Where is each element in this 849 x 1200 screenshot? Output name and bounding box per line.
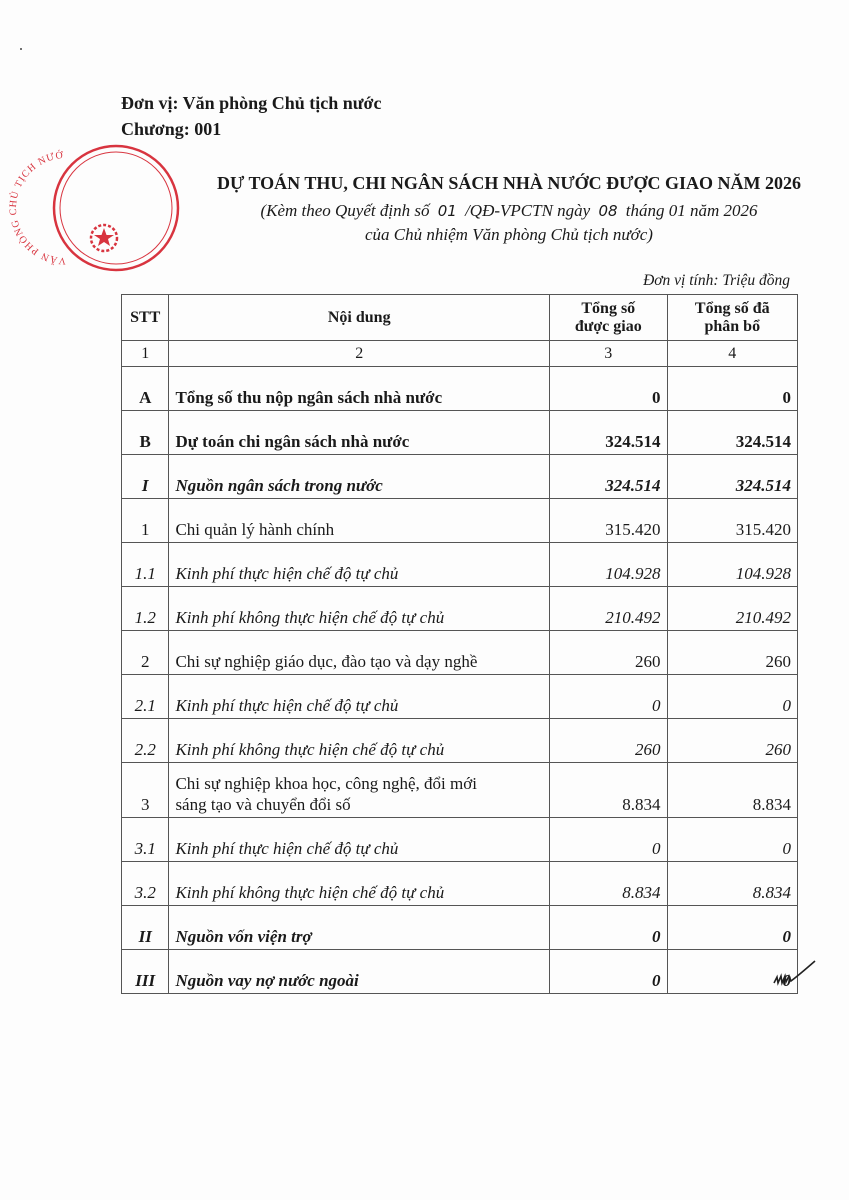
emblem-star-icon xyxy=(94,228,114,246)
stamp-text: VĂN PHÒNG CHỦ TỊCH NƯỚC xyxy=(7,132,67,267)
row-stt: III xyxy=(122,950,169,994)
table-row xyxy=(122,411,798,455)
table-row xyxy=(122,587,798,631)
header-assigned xyxy=(550,295,668,341)
row-assigned: 0 xyxy=(550,950,668,994)
table-row xyxy=(122,455,798,499)
currency-unit: Đơn vị tính: Triệu đồng xyxy=(643,272,790,289)
table-row xyxy=(122,719,798,763)
table-row xyxy=(122,763,798,818)
table-row xyxy=(122,906,798,950)
header-stt: STT xyxy=(122,295,169,341)
row-assigned: 0 xyxy=(550,367,668,411)
column-index: 2 xyxy=(169,341,550,367)
column-index: 1 xyxy=(122,341,169,367)
row-assigned: 0 xyxy=(550,818,668,862)
stamp-inner-ring-icon xyxy=(60,152,172,264)
table-header-row xyxy=(122,295,798,341)
header-assigned-line2: được giao xyxy=(574,317,642,335)
row-stt: II xyxy=(122,906,169,950)
column-index: 4 xyxy=(667,341,797,367)
row-content: Nguồn vay nợ nước ngoài xyxy=(169,950,550,994)
row-assigned: 8.834 xyxy=(550,862,668,906)
budget-table xyxy=(121,294,798,994)
table-row xyxy=(122,862,798,906)
column-index: 3 xyxy=(550,341,668,367)
row-allocated: 210.492 xyxy=(667,587,797,631)
row-content: Kinh phí không thực hiện chế độ tự chủ xyxy=(169,862,550,906)
table-row xyxy=(122,499,798,543)
row-stt: 1.1 xyxy=(122,543,169,587)
row-stt: 3.2 xyxy=(122,862,169,906)
row-content xyxy=(169,763,550,818)
scan-speck xyxy=(20,48,22,50)
subtitle-mid: /QĐ-VPCTN ngày xyxy=(465,201,591,220)
row-allocated: 0 xyxy=(667,367,797,411)
table-row xyxy=(122,818,798,862)
column-index-row xyxy=(122,341,798,367)
row-stt: 2.1 xyxy=(122,675,169,719)
row-content-line2: sáng tạo và chuyển đổi số xyxy=(175,795,351,814)
row-stt: B xyxy=(122,411,169,455)
row-assigned: 260 xyxy=(550,719,668,763)
row-allocated: 8.834 xyxy=(667,862,797,906)
decision-day: 08 xyxy=(598,202,618,220)
office-seal-stamp xyxy=(7,132,210,268)
decision-number: 01 xyxy=(437,202,457,220)
document-subtitle-line1 xyxy=(214,200,804,222)
row-assigned: 210.492 xyxy=(550,587,668,631)
table-row xyxy=(122,675,798,719)
row-content: Chi sự nghiệp giáo dục, đào tạo và dạy nghề xyxy=(169,631,550,675)
row-allocated: 260 xyxy=(667,631,797,675)
table-row xyxy=(122,950,798,994)
subtitle-prefix: (Kèm theo Quyết định số xyxy=(260,201,430,220)
row-allocated: 0 xyxy=(667,818,797,862)
stamp-outer-ring-icon xyxy=(54,146,178,270)
row-allocated: 260 xyxy=(667,719,797,763)
row-assigned: 324.514 xyxy=(550,455,668,499)
header-allocated-line2: phân bổ xyxy=(704,317,761,335)
row-allocated: 324.514 xyxy=(667,455,797,499)
row-assigned: 315.420 xyxy=(550,499,668,543)
unit-name: Đơn vị: Văn phòng Chủ tịch nước xyxy=(121,93,382,113)
row-content: Kinh phí thực hiện chế độ tự chủ xyxy=(169,543,550,587)
row-allocated: 8.834 xyxy=(667,763,797,818)
row-content-line1: Chi sự nghiệp khoa học, công nghệ, đổi mới xyxy=(175,774,477,793)
row-assigned: 104.928 xyxy=(550,543,668,587)
row-content: Nguồn ngân sách trong nước xyxy=(169,455,550,499)
row-stt: 2.2 xyxy=(122,719,169,763)
row-stt: I xyxy=(122,455,169,499)
table-row xyxy=(122,543,798,587)
document-subtitle-line2: của Chủ nhiệm Văn phòng Chủ tịch nước) xyxy=(365,225,653,244)
header-assigned-line1: Tổng số xyxy=(581,299,636,317)
row-content: Kinh phí thực hiện chế độ tự chủ xyxy=(169,675,550,719)
subtitle-suffix: tháng 01 năm 2026 xyxy=(625,201,758,220)
row-stt: 3.1 xyxy=(122,818,169,862)
row-allocated: 315.420 xyxy=(667,499,797,543)
row-stt: 1 xyxy=(122,499,169,543)
row-allocated: 0 xyxy=(667,950,797,994)
header-content: Nội dung xyxy=(169,295,550,341)
initials-signature-mark xyxy=(772,957,822,987)
row-content: Kinh phí thực hiện chế độ tự chủ xyxy=(169,818,550,862)
row-allocated: 324.514 xyxy=(667,411,797,455)
table-row xyxy=(122,631,798,675)
row-assigned: 0 xyxy=(550,906,668,950)
document-title: DỰ TOÁN THU, CHI NGÂN SÁCH NHÀ NƯỚC ĐƯỢC GIAO NĂM 2026 xyxy=(216,173,801,193)
row-content: Kinh phí không thực hiện chế độ tự chủ xyxy=(169,719,550,763)
row-allocated: 0 xyxy=(667,906,797,950)
row-stt: 1.2 xyxy=(122,587,169,631)
row-content: Tổng số thu nộp ngân sách nhà nước xyxy=(169,367,550,411)
row-assigned: 260 xyxy=(550,631,668,675)
row-content: Kinh phí không thực hiện chế độ tự chủ xyxy=(169,587,550,631)
row-stt: 3 xyxy=(122,763,169,818)
row-allocated: 104.928 xyxy=(667,543,797,587)
header-allocated xyxy=(667,295,797,341)
table-row xyxy=(122,367,798,411)
row-stt: A xyxy=(122,367,169,411)
row-stt: 2 xyxy=(122,631,169,675)
chapter-code: Chương: 001 xyxy=(121,119,222,139)
row-assigned: 324.514 xyxy=(550,411,668,455)
row-assigned: 0 xyxy=(550,675,668,719)
row-content: Chi quản lý hành chính xyxy=(169,499,550,543)
row-allocated: 0 xyxy=(667,675,797,719)
row-content: Dự toán chi ngân sách nhà nước xyxy=(169,411,550,455)
header-allocated-line1: Tổng số đã xyxy=(694,299,770,317)
row-assigned: 8.834 xyxy=(550,763,668,818)
row-content: Nguồn vốn viện trợ xyxy=(169,906,550,950)
